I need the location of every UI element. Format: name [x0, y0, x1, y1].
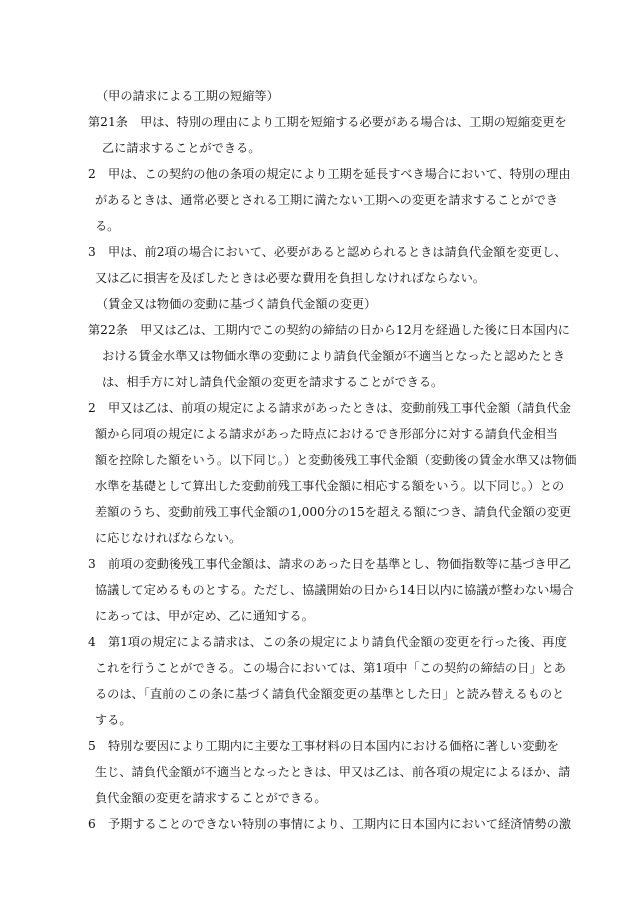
article-22-p1-line1: 第22条 甲又は乙は、工期内でこの契約の締結の日から12月を経過した後に日本国内に — [88, 323, 570, 337]
article-22-p1-line3: は、相手方に対し請負代金額の変更を請求することができる。 — [102, 375, 444, 389]
article-21-p3-line2: 又は乙に損害を及ぼしたときは必要な費用を負担しなければならない。 — [95, 271, 485, 285]
article-21-p2-line2: があるときは、通常必要とされる工期に満たない工期への変更を請求することができ — [95, 193, 559, 207]
article-22-p2-line2: 額から同項の規定による請求があった時点におけるでき形部分に対する請負代金相当 — [95, 427, 558, 441]
article-22-p4-line1: 4 第1項の規定による請求は、この条の規定により請負代金額の変更を行った後、再度 — [88, 635, 567, 649]
article-22-p6-line1: 6 予期することのできない特別の事情により、工期内に日本国内において経済情勢の激 — [88, 817, 572, 831]
article-22-p3-line3: にあっては、甲が定め、乙に通知する。 — [95, 609, 314, 623]
article-22-p2-line4: 水準を基礎として算出した変動前残工事代金額に相応する額をいう。以下同じ。）との — [95, 479, 565, 493]
article-22-p2-line6: に応じなければならない。 — [95, 531, 242, 545]
article-22-p4-line3: るのは、「直前のこの条に基づく請負代金額変更の基準とした日」と読み替えるものと — [95, 687, 565, 701]
article-22-p3-line2: 協議して定めるものとする。ただし、協議開始の日から14日以内に協議が整わない場合 — [95, 583, 574, 597]
article-22-p5-line2: 生じ、請負代金額が不適当となったときは、甲又は乙は、前各項の規定によるほか、請 — [95, 765, 571, 779]
article-21-heading: （甲の請求による工期の短縮等） — [96, 89, 279, 103]
article-22-p4-line2: これを行うことができる。この場合においては、第1項中「この契約の締結の日」とあ — [95, 661, 566, 675]
article-22-p4-line4: する。 — [95, 713, 132, 727]
article-22-p3-line1: 3 前項の変動後残工事代金額は、請求のあった日を基準とし、物価指数等に基づき甲乙 — [88, 557, 571, 571]
article-22-heading: （賃金又は物価の変動に基づく請負代金額の変更） — [96, 297, 377, 311]
article-22-p5-line1: 5 特別な要因により工期内に主要な工事材料の日本国内における価格に著しい変動を — [88, 739, 559, 753]
article-21-p1-line1: 第21条 甲は、特別の理由により工期を短縮する必要がある場合は、工期の短縮変更を — [88, 115, 567, 129]
article-22-p2-line1: 2 甲又は乙は、前項の規定による請求があったときは、変動前残工事代金額（請負代金 — [88, 401, 571, 415]
article-21-p2-line1: 2 甲は、この契約の他の条項の規定により工期を延長すべき場合において、特別の理由 — [88, 167, 571, 181]
article-22-p2-line3: 額を控除した額をいう。以下同じ。）と変動後残工事代金額（変動後の賃金水準又は物価 — [95, 453, 577, 467]
article-21-p3-line1: 3 甲は、前2項の場合において、必要があると認められるときは請負代金額を変更し、 — [88, 245, 567, 259]
article-21-p2-line3: る。 — [95, 219, 120, 233]
article-22-p1-line2: おける賃金水準又は物価水準の変動により請負代金額が不適当となったと認めたとき — [102, 349, 566, 363]
article-21-p1-line2: 乙に請求することができる。 — [102, 141, 261, 155]
article-22-p5-line3: 負代金額の変更を請求することができる。 — [95, 791, 327, 805]
article-22-p2-line5: 差額のうち、変動前残工事代金額の1,000分の15を超える額につき、請負代金額の変更 — [95, 505, 572, 519]
